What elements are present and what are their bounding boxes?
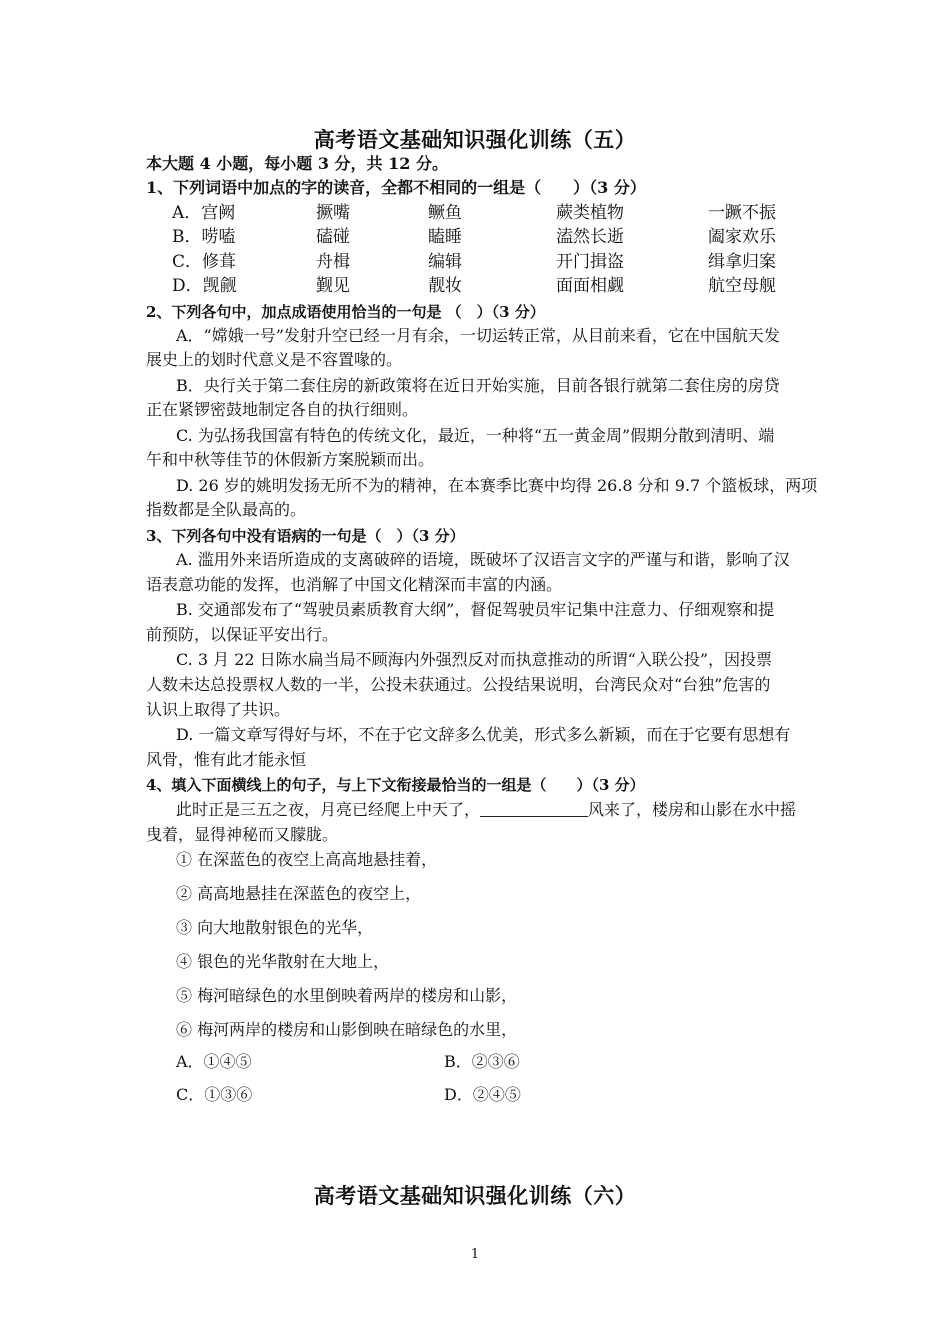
q1-word: 撅嘴 [316, 203, 350, 223]
q4-option-d: D．②④⑤ [444, 1085, 521, 1104]
q4-item-1: ① 在深蓝色的夜空上高高地悬挂着， [176, 850, 438, 869]
q1-word: C．修葺 [172, 252, 237, 272]
q3-option-a-line1: A. 滥用外来语所造成的支离破碎的语境，既破坏了汉语言文字的严谨与和谐，影响了汉 [176, 550, 790, 569]
q1-word: B．唠嗑 [172, 227, 236, 247]
page-number: 1 [470, 1247, 480, 1262]
q1-word: 舟楫 [316, 252, 350, 272]
q1-word: 航空母舰 [708, 276, 776, 296]
q2-option-d-line2: 指数都是全队最高的。 [146, 500, 307, 519]
q1-word: 缉拿归案 [708, 252, 776, 272]
q2-option-d-line1: D. 26 岁的姚明发扬无所不为的精神，在本赛季比赛中均得 26.8 分和 9.7 个篮板球，两项 [176, 476, 818, 495]
q2-option-b-line1: B．央行关于第二套住房的新政策将在近日开始实施，目前各银行就第二套住房的房贷 [176, 376, 780, 395]
q1-word: 编辑 [428, 252, 462, 272]
question-3-stem: 3、下列各句中没有语病的一句是（ ）（3 分） [146, 527, 465, 545]
q4-item-2: ② 高高地悬挂在深蓝色的夜空上， [176, 884, 422, 903]
q1-word: 溘然长逝 [556, 227, 624, 247]
q3-option-c-line1: C. 3 月 22 日陈水扁当局不顾海内外强烈反对而执意推动的所谓“入联公投”，因投票 [176, 650, 773, 669]
q1-word: 靓妆 [428, 276, 462, 296]
q1-word: 一蹶不振 [708, 203, 776, 223]
q1-word: 蕨类植物 [556, 203, 624, 223]
q1-word: 面面相觑 [556, 276, 624, 296]
question-1-stem: 1、下列词语中加点的字的读音，全都不相同的一组是（ ）（3 分） [146, 178, 646, 197]
q3-option-a-line2: 语表意功能的发挥，也消解了中国文化精深而丰富的内涵。 [146, 575, 563, 594]
q3-option-c-line2: 人数未达总投票权人数的一半，公投未获通过。公投结果说明，台湾民众对“台独”危害的 [146, 675, 771, 694]
q2-option-c-line1: C. 为弘扬我国富有特色的传统文化，最近，一种将“五一黄金周”假期分散到清明、端 [176, 426, 775, 445]
q1-word: 觐见 [316, 276, 350, 296]
q4-passage-after: 风来了，楼房和山影在水中摇 [588, 800, 797, 819]
question-4-stem: 4、填入下面横线上的句子，与上下文衔接最恰当的一组是（ ）（3 分） [146, 776, 645, 794]
q1-word: 磕碰 [316, 227, 350, 247]
q3-option-c-line3: 认识上取得了共识。 [146, 700, 291, 719]
q4-item-4: ④ 银色的光华散射在大地上， [176, 952, 390, 971]
q2-option-c-line2: 午和中秋等佳节的休假新方案脱颖而出。 [146, 450, 435, 469]
q4-option-c: C．①③⑥ [176, 1085, 253, 1104]
q4-passage-before: 此时正是三五之夜，月亮已经爬上中天了， [176, 800, 481, 819]
q1-word: 开门揖盗 [556, 252, 624, 272]
q1-word: 阖家欢乐 [708, 227, 776, 247]
q1-word: 鳜鱼 [428, 203, 462, 223]
q3-option-d-line1: D. 一篇文章写得好与坏，不在于它文辞多么优美，形式多么新颖，而在于它要有思想有 [176, 725, 791, 744]
q3-option-b-line1: B. 交通部发布了“驾驶员素质教育大纲”，督促驾驶员牢记集中注意力、仔细观察和提 [176, 600, 775, 619]
q2-option-b-line2: 正在紧锣密鼓地制定各自的执行细则。 [146, 400, 419, 419]
page-title: 高考语文基础知识强化训练（五） [313, 127, 637, 152]
next-section-title: 高考语文基础知识强化训练（六） [313, 1183, 637, 1208]
question-2-stem: 2、下列各句中，加点成语使用恰当的一句是 （ ）（3 分） [146, 303, 545, 321]
q2-option-a-line1: A．“嫦娥一号”发射升空已经一月有余，一切运转正常，从目前来看，它在中国航天发 [176, 326, 780, 345]
q4-option-b: B．②③⑥ [444, 1052, 520, 1071]
section-intro: 本大题 4 小题，每小题 3 分，共 12 分。 [146, 154, 448, 173]
q1-word: A．宫阙 [172, 203, 236, 223]
q4-item-5: ⑤ 梅河暗绿色的水里倒映着两岸的楼房和山影， [176, 986, 518, 1005]
q4-option-a: A．①④⑤ [176, 1052, 252, 1071]
q2-option-a-line2: 展史上的划时代意义是不容置喙的。 [146, 350, 403, 369]
q4-item-6: ⑥ 梅河两岸的楼房和山影倒映在暗绿色的水里， [176, 1020, 518, 1039]
q4-passage-line1 [176, 798, 810, 822]
q3-option-b-line2: 前预防，以保证平安出行。 [146, 625, 339, 644]
q3-option-d-line2: 风骨，惟有此才能永恒 [146, 750, 307, 769]
q4-item-3: ③ 向大地散射银色的光华， [176, 918, 374, 937]
q4-answer-blank [480, 800, 588, 817]
q4-passage-line2: 曳着，显得神秘而又朦胧。 [146, 825, 339, 844]
q1-word: 瞌睡 [428, 227, 462, 247]
q1-word: D．觊觎 [172, 276, 237, 296]
